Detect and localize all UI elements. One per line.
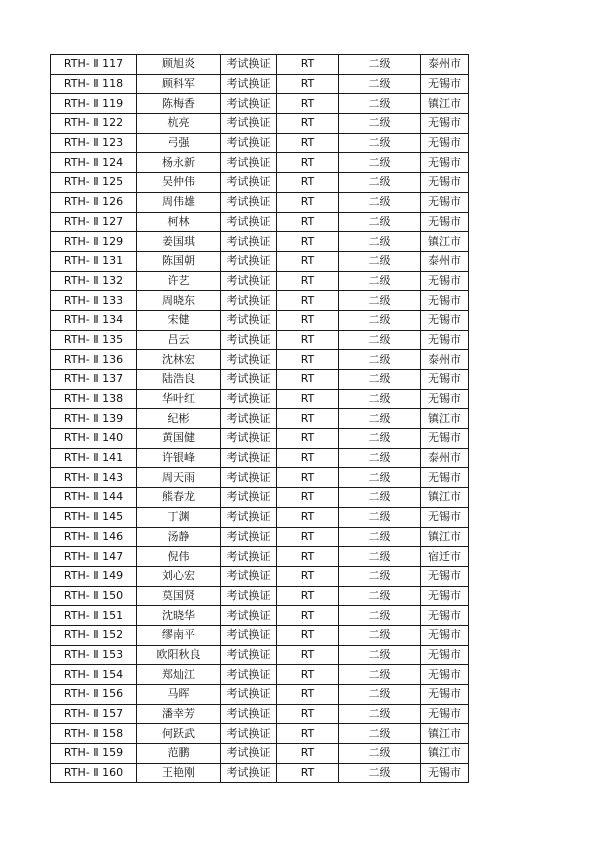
exam-type-cell: 考试换证 (221, 468, 277, 488)
name-cell: 沈晓华 (137, 606, 221, 626)
city-cell: 泰州市 (421, 55, 469, 75)
exam-type-cell: 考试换证 (221, 547, 277, 567)
method-cell: RT (277, 114, 339, 134)
name-cell: 弓强 (137, 133, 221, 153)
name-cell: 沈林宏 (137, 350, 221, 370)
table-row (51, 173, 469, 193)
method-cell: RT (277, 350, 339, 370)
exam-type-cell: 考试换证 (221, 133, 277, 153)
name-cell: 莫国贤 (137, 586, 221, 606)
level-cell: 二级 (339, 488, 421, 508)
table-row (51, 330, 469, 350)
exam-type-cell: 考试换证 (221, 704, 277, 724)
level-cell: 二级 (339, 704, 421, 724)
cert-number-cell: RTH- Ⅱ 118 (51, 74, 137, 94)
table-row (51, 566, 469, 586)
name-cell: 周伟雄 (137, 192, 221, 212)
level-cell: 二级 (339, 232, 421, 252)
name-cell: 熊春龙 (137, 488, 221, 508)
cert-number-cell: RTH- Ⅱ 160 (51, 763, 137, 783)
exam-type-cell: 考试换证 (221, 74, 277, 94)
table-row (51, 232, 469, 252)
level-cell: 二级 (339, 507, 421, 527)
method-cell: RT (277, 586, 339, 606)
cert-number-cell: RTH- Ⅱ 137 (51, 370, 137, 390)
method-cell: RT (277, 448, 339, 468)
city-cell: 无锡市 (421, 507, 469, 527)
name-cell: 柯林 (137, 212, 221, 232)
method-cell: RT (277, 330, 339, 350)
name-cell: 陈梅香 (137, 94, 221, 114)
level-cell: 二级 (339, 763, 421, 783)
table-row (51, 192, 469, 212)
method-cell: RT (277, 744, 339, 764)
table-row (51, 389, 469, 409)
name-cell: 汤静 (137, 527, 221, 547)
name-cell: 范鹏 (137, 744, 221, 764)
exam-type-cell: 考试换证 (221, 606, 277, 626)
level-cell: 二级 (339, 586, 421, 606)
exam-type-cell: 考试换证 (221, 527, 277, 547)
method-cell: RT (277, 665, 339, 685)
level-cell: 二级 (339, 665, 421, 685)
city-cell: 无锡市 (421, 625, 469, 645)
city-cell: 镇江市 (421, 232, 469, 252)
cert-number-cell: RTH- Ⅱ 117 (51, 55, 137, 75)
table-row (51, 625, 469, 645)
exam-type-cell: 考试换证 (221, 409, 277, 429)
level-cell: 二级 (339, 350, 421, 370)
exam-type-cell: 考试换证 (221, 389, 277, 409)
level-cell: 二级 (339, 409, 421, 429)
table-row (51, 744, 469, 764)
level-cell: 二级 (339, 566, 421, 586)
city-cell: 无锡市 (421, 665, 469, 685)
city-cell: 无锡市 (421, 763, 469, 783)
exam-type-cell: 考试换证 (221, 763, 277, 783)
exam-type-cell: 考试换证 (221, 271, 277, 291)
cert-number-cell: RTH- Ⅱ 141 (51, 448, 137, 468)
city-cell: 无锡市 (421, 291, 469, 311)
exam-type-cell: 考试换证 (221, 370, 277, 390)
cert-number-cell: RTH- Ⅱ 122 (51, 114, 137, 134)
city-cell: 无锡市 (421, 192, 469, 212)
name-cell: 陆浩良 (137, 370, 221, 390)
cert-number-cell: RTH- Ⅱ 123 (51, 133, 137, 153)
method-cell: RT (277, 763, 339, 783)
city-cell: 泰州市 (421, 350, 469, 370)
city-cell: 无锡市 (421, 468, 469, 488)
method-cell: RT (277, 173, 339, 193)
city-cell: 无锡市 (421, 114, 469, 134)
cert-number-cell: RTH- Ⅱ 158 (51, 724, 137, 744)
cert-number-cell: RTH- Ⅱ 146 (51, 527, 137, 547)
table-row (51, 94, 469, 114)
method-cell: RT (277, 704, 339, 724)
level-cell: 二级 (339, 527, 421, 547)
table-row (51, 488, 469, 508)
name-cell: 顾旭炎 (137, 55, 221, 75)
cert-number-cell: RTH- Ⅱ 150 (51, 586, 137, 606)
city-cell: 镇江市 (421, 94, 469, 114)
cert-number-cell: RTH- Ⅱ 127 (51, 212, 137, 232)
level-cell: 二级 (339, 251, 421, 271)
city-cell: 无锡市 (421, 271, 469, 291)
exam-type-cell: 考试换证 (221, 744, 277, 764)
name-cell: 华叶红 (137, 389, 221, 409)
name-cell: 纪彬 (137, 409, 221, 429)
city-cell: 泰州市 (421, 251, 469, 271)
table-row (51, 448, 469, 468)
city-cell: 无锡市 (421, 330, 469, 350)
method-cell: RT (277, 409, 339, 429)
level-cell: 二级 (339, 448, 421, 468)
method-cell: RT (277, 429, 339, 449)
level-cell: 二级 (339, 744, 421, 764)
level-cell: 二级 (339, 468, 421, 488)
method-cell: RT (277, 685, 339, 705)
method-cell: RT (277, 153, 339, 173)
table-row (51, 114, 469, 134)
cert-number-cell: RTH- Ⅱ 156 (51, 685, 137, 705)
level-cell: 二级 (339, 685, 421, 705)
table-row (51, 310, 469, 330)
name-cell: 欧阳秋良 (137, 645, 221, 665)
method-cell: RT (277, 547, 339, 567)
city-cell: 无锡市 (421, 153, 469, 173)
method-cell: RT (277, 566, 339, 586)
level-cell: 二级 (339, 212, 421, 232)
cert-number-cell: RTH- Ⅱ 140 (51, 429, 137, 449)
cert-number-cell: RTH- Ⅱ 136 (51, 350, 137, 370)
city-cell: 镇江市 (421, 409, 469, 429)
city-cell: 无锡市 (421, 212, 469, 232)
cert-number-cell: RTH- Ⅱ 133 (51, 291, 137, 311)
table-row (51, 133, 469, 153)
table-row (51, 271, 469, 291)
exam-type-cell: 考试换证 (221, 310, 277, 330)
method-cell: RT (277, 389, 339, 409)
city-cell: 无锡市 (421, 74, 469, 94)
method-cell: RT (277, 468, 339, 488)
city-cell: 宿迁市 (421, 547, 469, 567)
name-cell: 王艳刚 (137, 763, 221, 783)
level-cell: 二级 (339, 114, 421, 134)
city-cell: 镇江市 (421, 488, 469, 508)
table-row (51, 547, 469, 567)
exam-type-cell: 考试换证 (221, 645, 277, 665)
city-cell: 无锡市 (421, 645, 469, 665)
exam-type-cell: 考试换证 (221, 192, 277, 212)
method-cell: RT (277, 232, 339, 252)
exam-type-cell: 考试换证 (221, 429, 277, 449)
exam-type-cell: 考试换证 (221, 488, 277, 508)
exam-type-cell: 考试换证 (221, 330, 277, 350)
exam-type-cell: 考试换证 (221, 291, 277, 311)
city-cell: 无锡市 (421, 370, 469, 390)
name-cell: 倪伟 (137, 547, 221, 567)
name-cell: 周天雨 (137, 468, 221, 488)
exam-type-cell: 考试换证 (221, 724, 277, 744)
name-cell: 许银峰 (137, 448, 221, 468)
table-row (51, 409, 469, 429)
level-cell: 二级 (339, 370, 421, 390)
level-cell: 二级 (339, 173, 421, 193)
level-cell: 二级 (339, 192, 421, 212)
method-cell: RT (277, 310, 339, 330)
table-row (51, 645, 469, 665)
cert-number-cell: RTH- Ⅱ 144 (51, 488, 137, 508)
cert-number-cell: RTH- Ⅱ 143 (51, 468, 137, 488)
method-cell: RT (277, 645, 339, 665)
exam-type-cell: 考试换证 (221, 173, 277, 193)
name-cell: 姜国琪 (137, 232, 221, 252)
table-row (51, 55, 469, 75)
name-cell: 潘幸芳 (137, 704, 221, 724)
table-row (51, 665, 469, 685)
method-cell: RT (277, 507, 339, 527)
exam-type-cell: 考试换证 (221, 350, 277, 370)
cert-number-cell: RTH- Ⅱ 149 (51, 566, 137, 586)
level-cell: 二级 (339, 606, 421, 626)
level-cell: 二级 (339, 55, 421, 75)
city-cell: 无锡市 (421, 173, 469, 193)
name-cell: 缪南平 (137, 625, 221, 645)
method-cell: RT (277, 625, 339, 645)
table-row (51, 724, 469, 744)
name-cell: 郑灿江 (137, 665, 221, 685)
method-cell: RT (277, 370, 339, 390)
level-cell: 二级 (339, 153, 421, 173)
cert-number-cell: RTH- Ⅱ 157 (51, 704, 137, 724)
city-cell: 无锡市 (421, 429, 469, 449)
level-cell: 二级 (339, 330, 421, 350)
name-cell: 黄国健 (137, 429, 221, 449)
exam-type-cell: 考试换证 (221, 625, 277, 645)
table-row (51, 507, 469, 527)
table-row (51, 429, 469, 449)
method-cell: RT (277, 606, 339, 626)
exam-type-cell: 考试换证 (221, 251, 277, 271)
name-cell: 周晓东 (137, 291, 221, 311)
cert-number-cell: RTH- Ⅱ 125 (51, 173, 137, 193)
cert-number-cell: RTH- Ⅱ 139 (51, 409, 137, 429)
name-cell: 许艺 (137, 271, 221, 291)
cert-number-cell: RTH- Ⅱ 159 (51, 744, 137, 764)
city-cell: 无锡市 (421, 389, 469, 409)
level-cell: 二级 (339, 429, 421, 449)
cert-number-cell: RTH- Ⅱ 145 (51, 507, 137, 527)
method-cell: RT (277, 291, 339, 311)
table-row (51, 370, 469, 390)
name-cell: 吴仲伟 (137, 173, 221, 193)
cert-number-cell: RTH- Ⅱ 154 (51, 665, 137, 685)
table-row (51, 527, 469, 547)
name-cell: 杭亮 (137, 114, 221, 134)
city-cell: 镇江市 (421, 724, 469, 744)
cert-number-cell: RTH- Ⅱ 138 (51, 389, 137, 409)
city-cell: 无锡市 (421, 133, 469, 153)
method-cell: RT (277, 251, 339, 271)
exam-type-cell: 考试换证 (221, 685, 277, 705)
cert-number-cell: RTH- Ⅱ 132 (51, 271, 137, 291)
level-cell: 二级 (339, 94, 421, 114)
exam-type-cell: 考试换证 (221, 232, 277, 252)
name-cell: 马晖 (137, 685, 221, 705)
cert-number-cell: RTH- Ⅱ 119 (51, 94, 137, 114)
cert-number-cell: RTH- Ⅱ 134 (51, 310, 137, 330)
table-row (51, 212, 469, 232)
method-cell: RT (277, 133, 339, 153)
level-cell: 二级 (339, 547, 421, 567)
cert-number-cell: RTH- Ⅱ 147 (51, 547, 137, 567)
level-cell: 二级 (339, 291, 421, 311)
cert-number-cell: RTH- Ⅱ 152 (51, 625, 137, 645)
exam-type-cell: 考试换证 (221, 114, 277, 134)
method-cell: RT (277, 55, 339, 75)
cert-number-cell: RTH- Ⅱ 124 (51, 153, 137, 173)
exam-type-cell: 考试换证 (221, 665, 277, 685)
exam-type-cell: 考试换证 (221, 507, 277, 527)
level-cell: 二级 (339, 389, 421, 409)
cert-number-cell: RTH- Ⅱ 131 (51, 251, 137, 271)
table-row (51, 704, 469, 724)
cert-number-cell: RTH- Ⅱ 135 (51, 330, 137, 350)
city-cell: 无锡市 (421, 685, 469, 705)
exam-type-cell: 考试换证 (221, 586, 277, 606)
method-cell: RT (277, 724, 339, 744)
table-body (51, 55, 469, 783)
table-row (51, 606, 469, 626)
name-cell: 丁渊 (137, 507, 221, 527)
city-cell: 无锡市 (421, 310, 469, 330)
table-row (51, 153, 469, 173)
method-cell: RT (277, 488, 339, 508)
name-cell: 陈国朝 (137, 251, 221, 271)
table-row (51, 685, 469, 705)
name-cell: 顾科军 (137, 74, 221, 94)
exam-type-cell: 考试换证 (221, 212, 277, 232)
level-cell: 二级 (339, 310, 421, 330)
name-cell: 刘心宏 (137, 566, 221, 586)
table-row (51, 350, 469, 370)
method-cell: RT (277, 527, 339, 547)
level-cell: 二级 (339, 724, 421, 744)
city-cell: 无锡市 (421, 704, 469, 724)
level-cell: 二级 (339, 133, 421, 153)
city-cell: 镇江市 (421, 527, 469, 547)
exam-type-cell: 考试换证 (221, 448, 277, 468)
cert-number-cell: RTH- Ⅱ 126 (51, 192, 137, 212)
method-cell: RT (277, 192, 339, 212)
name-cell: 何跃武 (137, 724, 221, 744)
table-row (51, 291, 469, 311)
cert-number-cell: RTH- Ⅱ 153 (51, 645, 137, 665)
table-row (51, 251, 469, 271)
method-cell: RT (277, 271, 339, 291)
name-cell: 杨永新 (137, 153, 221, 173)
name-cell: 宋健 (137, 310, 221, 330)
cert-number-cell: RTH- Ⅱ 151 (51, 606, 137, 626)
certificate-table (50, 54, 469, 783)
table-row (51, 763, 469, 783)
level-cell: 二级 (339, 271, 421, 291)
method-cell: RT (277, 94, 339, 114)
exam-type-cell: 考试换证 (221, 55, 277, 75)
city-cell: 无锡市 (421, 566, 469, 586)
city-cell: 泰州市 (421, 448, 469, 468)
name-cell: 吕云 (137, 330, 221, 350)
table-row (51, 468, 469, 488)
table-row (51, 586, 469, 606)
city-cell: 无锡市 (421, 586, 469, 606)
level-cell: 二级 (339, 625, 421, 645)
level-cell: 二级 (339, 645, 421, 665)
method-cell: RT (277, 74, 339, 94)
method-cell: RT (277, 212, 339, 232)
city-cell: 无锡市 (421, 606, 469, 626)
exam-type-cell: 考试换证 (221, 153, 277, 173)
cert-number-cell: RTH- Ⅱ 129 (51, 232, 137, 252)
level-cell: 二级 (339, 74, 421, 94)
exam-type-cell: 考试换证 (221, 94, 277, 114)
table-row (51, 74, 469, 94)
exam-type-cell: 考试换证 (221, 566, 277, 586)
city-cell: 镇江市 (421, 744, 469, 764)
